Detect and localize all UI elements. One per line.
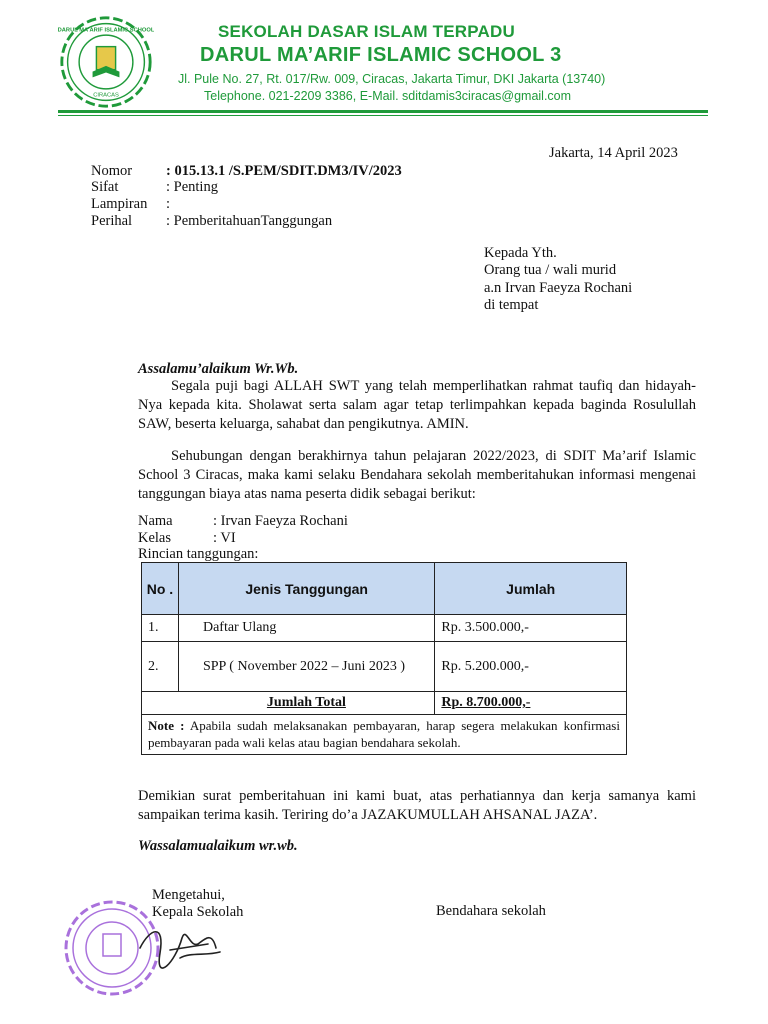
recipient-line-2: Orang tua / wali murid bbox=[484, 262, 617, 278]
note-text: Apabila sudah melaksanakan pembayaran, harap segera melakukan konfirmasi pembayaran pada wali kelas atau bagian bendahara sekolah. bbox=[148, 718, 620, 750]
kelas-label: Kelas bbox=[138, 530, 172, 546]
logo-text-bottom: CIRACAS bbox=[93, 92, 119, 99]
letterhead-rule-thin bbox=[58, 115, 708, 116]
headmaster-signature bbox=[120, 908, 240, 978]
row-jumlah: Rp. 3.500.000,- bbox=[435, 615, 627, 642]
note-cell bbox=[142, 715, 627, 755]
charges-table bbox=[141, 562, 627, 755]
table-header-row bbox=[142, 563, 627, 615]
recipient-line-3: a.n Irvan Faeyza Rochani bbox=[484, 280, 633, 296]
table-row bbox=[142, 642, 627, 692]
greeting: Assalamu’alaikum Wr.Wb. bbox=[138, 361, 299, 377]
letterhead-rule-thick bbox=[58, 110, 708, 113]
table-row bbox=[142, 615, 627, 642]
perihal-label: Perihal bbox=[91, 213, 133, 229]
paragraph-notice: Sehubungan dengan berakhirnya tahun pelajaran 2022/2023, di SDIT Ma’arif Islamic School 3 Ciracas, maka kami selaku Bendahara sekolah memberitahukan informasi mengenai tanggungan biaya atas nama peserta didik sebagai berikut: bbox=[138, 448, 696, 502]
sifat-label: Sifat bbox=[91, 179, 119, 195]
header-jumlah: Jumlah bbox=[435, 563, 627, 615]
signature-left-line-1: Mengetahui, bbox=[152, 887, 225, 903]
signature-right-line-1: Bendahara sekolah bbox=[436, 903, 546, 919]
row-jumlah: Rp. 5.200.000,- bbox=[435, 642, 627, 692]
paragraph-opening: Segala puji bagi ALLAH SWT yang telah memperlihatkan rahmat taufiq dan hidayah-Nya kepada kita. Sholawat serta salam agar tetap terlimpahkan kepada baginda Rosulullah SAW, beserta keluarga, sahabat dan pengikutnya. AMIN. bbox=[138, 378, 696, 432]
school-address: Jl. Pule No. 27, Rt. 017/Rw. 009, Ciracas, Jakarta Timur, DKI Jakarta (13740) bbox=[178, 72, 606, 86]
signature-left-line-2: Kepala Sekolah bbox=[152, 904, 244, 920]
logo-text-top: DARUL MA'ARIF ISLAMIC SCHOOL bbox=[58, 27, 154, 34]
lampiran-label: Lampiran bbox=[91, 196, 148, 212]
table-note-row bbox=[142, 715, 627, 755]
recipient-line-4: di tempat bbox=[484, 297, 539, 313]
header-jenis: Jenis Tanggungan bbox=[178, 563, 434, 615]
row-jenis: SPP ( November 2022 – Juni 2023 ) bbox=[178, 642, 434, 692]
school-type-heading: SEKOLAH DASAR ISLAM TERPADU bbox=[218, 22, 515, 41]
school-name-heading: DARUL MA’ARIF ISLAMIC SCHOOL 3 bbox=[200, 44, 562, 66]
nomor-label: Nomor bbox=[91, 163, 133, 179]
closing-text: Demikian surat pemberitahuan ini kami buat, atas perhatiannya dan kerja samanya kami sampaikan terima kasih. Teriring do’a JAZAKUMULLAH AHSANAL JAZA’. bbox=[138, 788, 696, 823]
nama-label: Nama bbox=[138, 513, 173, 529]
sifat-value: : Penting bbox=[166, 179, 218, 195]
total-label: Jumlah Total bbox=[178, 692, 434, 715]
nomor-value: : 015.13.1 /S.PEM/SDIT.DM3/IV/2023 bbox=[166, 163, 402, 179]
closing-salam: Wassalamualaikum wr.wb. bbox=[138, 838, 298, 854]
paragraph-closing bbox=[138, 787, 696, 825]
nama-value: : Irvan Faeyza Rochani bbox=[213, 513, 348, 529]
rincian-label: Rincian tanggungan: bbox=[138, 546, 259, 562]
school-logo bbox=[58, 14, 154, 110]
letter-date: Jakarta, 14 April 2023 bbox=[549, 145, 678, 161]
lampiran-value: : bbox=[166, 196, 171, 212]
row-no: 1. bbox=[142, 615, 179, 642]
total-value: Rp. 8.700.000,- bbox=[435, 692, 627, 715]
school-contact: Telephone. 021-2209 3386, E-Mail. sditdamis3ciracas@gmail.com bbox=[204, 89, 572, 103]
kelas-value: : VI bbox=[213, 530, 236, 546]
total-spacer bbox=[142, 692, 179, 715]
note-label: Note : bbox=[148, 718, 185, 733]
perihal-value: : PemberitahuanTanggungan bbox=[166, 213, 333, 229]
row-jenis: Daftar Ulang bbox=[178, 615, 434, 642]
row-no: 2. bbox=[142, 642, 179, 692]
header-no: No . bbox=[142, 563, 179, 615]
table-total-row bbox=[142, 692, 627, 715]
recipient-line-1: Kepada Yth. bbox=[484, 245, 557, 261]
